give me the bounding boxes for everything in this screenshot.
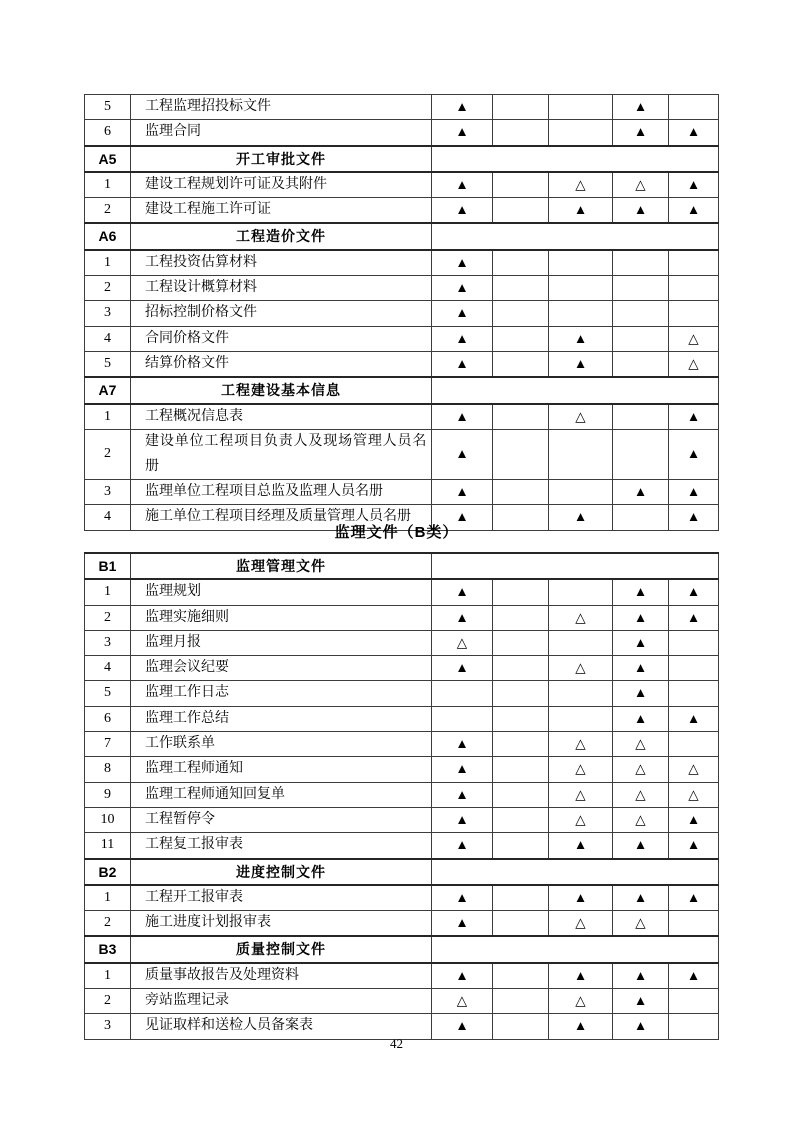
row-number: 1 [85,404,131,430]
row-number: 5 [85,351,131,377]
row-number: 2 [85,989,131,1014]
mark-cell [613,250,669,276]
row-number: 1 [85,579,131,605]
page-number: 42 [390,1036,403,1051]
merged-empty-cell [432,377,719,403]
section-row [85,553,719,579]
mark-cell: ▲ [432,172,493,198]
mark-cell: ▲ [549,351,613,377]
section-code: B2 [85,859,131,885]
row-label: 施工单位工程项目经理及质量管理人员名册 [131,505,432,530]
mark-cell: ▲ [432,757,493,782]
table-row [85,656,719,681]
mark-cell: ▲ [432,480,493,505]
mark-cell [669,989,719,1014]
mark-cell: ▲ [432,782,493,807]
row-number: 1 [85,172,131,198]
mark-cell: ▲ [613,198,669,224]
row-label: 工程暂停令 [131,807,432,832]
mark-cell: △ [549,172,613,198]
table-row [85,351,719,377]
mark-cell [549,480,613,505]
mark-cell [669,630,719,655]
section-title: 质量控制文件 [131,936,432,962]
table-row [85,120,719,146]
mark-cell: ▲ [613,656,669,681]
mark-cell [549,429,613,479]
row-number: 3 [85,630,131,655]
mark-cell: ▲ [669,885,719,911]
row-number: 6 [85,120,131,146]
row-label: 监理规划 [131,579,432,605]
row-number: 5 [85,95,131,120]
mark-cell [432,706,493,731]
mark-cell [493,326,549,351]
table-row [85,681,719,706]
mark-cell: ▲ [432,351,493,377]
table-row [85,276,719,301]
row-number: 2 [85,911,131,937]
mark-cell: ▲ [432,505,493,530]
row-label: 工程投资估算材料 [131,250,432,276]
table-row [85,301,719,326]
mark-cell [613,276,669,301]
row-label: 监理工作日志 [131,681,432,706]
section-title: 监理管理文件 [131,553,432,579]
mark-cell [669,301,719,326]
mark-cell: ▲ [432,807,493,832]
mark-cell: △ [613,757,669,782]
table-row [85,404,719,430]
mark-cell: ▲ [549,1014,613,1039]
mark-cell: ▲ [432,301,493,326]
row-label: 监理实施细则 [131,605,432,630]
table-row [85,885,719,911]
mark-cell [493,404,549,430]
row-number: 7 [85,732,131,757]
mark-cell: ▲ [613,706,669,731]
mark-cell: ▲ [669,198,719,224]
mark-cell: ▲ [432,429,493,479]
mark-cell [493,963,549,989]
mark-cell [432,681,493,706]
mark-cell: ▲ [669,480,719,505]
table-row [85,579,719,605]
mark-cell: ▲ [613,95,669,120]
section-row [85,859,719,885]
mark-cell: ▲ [669,505,719,530]
mark-cell [493,172,549,198]
mark-cell: ▲ [432,404,493,430]
table-row [85,429,719,479]
mark-cell [493,885,549,911]
mark-cell [669,681,719,706]
mark-cell: ▲ [613,605,669,630]
mark-cell [493,782,549,807]
row-label: 建设单位工程项目负责人及现场管理人员名册 [131,429,432,479]
section-row [85,936,719,962]
mark-cell: ▲ [432,885,493,911]
merged-empty-cell [432,146,719,172]
mark-cell [613,404,669,430]
mark-cell [549,120,613,146]
mark-cell: △ [669,757,719,782]
table-row [85,480,719,505]
mark-cell: ▲ [549,963,613,989]
mark-cell: △ [432,630,493,655]
mark-cell: ▲ [432,276,493,301]
mark-cell: △ [549,911,613,937]
mark-cell: △ [669,326,719,351]
mark-cell: ▲ [613,630,669,655]
mark-cell: ▲ [613,480,669,505]
mark-cell [669,732,719,757]
row-number: 3 [85,301,131,326]
mark-cell: ▲ [549,833,613,859]
row-label: 见证取样和送检人员备案表 [131,1014,432,1039]
mark-cell [493,429,549,479]
mark-cell: △ [613,807,669,832]
row-label: 工作联系单 [131,732,432,757]
mark-cell [493,757,549,782]
mark-cell [493,605,549,630]
mark-cell: ▲ [669,429,719,479]
table-row [85,198,719,224]
mark-cell: ▲ [613,1014,669,1039]
mark-cell [493,301,549,326]
row-number: 4 [85,656,131,681]
row-label: 工程概况信息表 [131,404,432,430]
mark-cell: ▲ [432,911,493,937]
mark-cell: △ [432,989,493,1014]
row-number: 4 [85,326,131,351]
section-code: B3 [85,936,131,962]
mark-cell: ▲ [669,807,719,832]
mark-cell [493,656,549,681]
mark-cell: ▲ [613,681,669,706]
mark-cell: △ [549,732,613,757]
mark-cell [669,656,719,681]
row-label: 建设工程规划许可证及其附件 [131,172,432,198]
section-code: A5 [85,146,131,172]
mark-cell: ▲ [432,963,493,989]
row-label: 结算价格文件 [131,351,432,377]
mark-cell: ▲ [613,885,669,911]
table-row [85,989,719,1014]
row-label: 监理月报 [131,630,432,655]
row-number: 4 [85,505,131,530]
table-a-documents [84,94,719,531]
row-number: 3 [85,1014,131,1039]
section-title: 进度控制文件 [131,859,432,885]
mark-cell [493,681,549,706]
row-label: 监理会议纪要 [131,656,432,681]
table-row [85,833,719,859]
mark-cell: ▲ [669,706,719,731]
mark-cell [493,989,549,1014]
table-row [85,963,719,989]
row-label: 工程监理招投标文件 [131,95,432,120]
mark-cell: △ [549,656,613,681]
row-label: 监理工作总结 [131,706,432,731]
section-row [85,377,719,403]
mark-cell: ▲ [432,120,493,146]
mark-cell: ▲ [549,326,613,351]
mark-cell [669,276,719,301]
row-number: 2 [85,198,131,224]
mark-cell: ▲ [549,885,613,911]
mark-cell [669,250,719,276]
table-row [85,732,719,757]
mark-cell [549,681,613,706]
section-title: 工程建设基本信息 [131,377,432,403]
mark-cell: △ [549,757,613,782]
mark-cell [493,95,549,120]
mark-cell: △ [669,782,719,807]
row-number: 1 [85,963,131,989]
mark-cell [669,911,719,937]
mark-cell: ▲ [669,605,719,630]
mark-cell: △ [549,605,613,630]
mark-cell [493,198,549,224]
mark-cell: ▲ [432,833,493,859]
mark-cell [549,95,613,120]
row-label: 监理工程师通知回复单 [131,782,432,807]
section-row [85,223,719,249]
mark-cell [493,732,549,757]
mark-cell: ▲ [432,605,493,630]
table-row [85,782,719,807]
table-row [85,807,719,832]
mark-cell: △ [613,911,669,937]
mark-cell: ▲ [549,198,613,224]
mark-cell: ▲ [669,963,719,989]
mark-cell: ▲ [432,326,493,351]
row-number: 1 [85,885,131,911]
section-row [85,146,719,172]
mark-cell: △ [669,351,719,377]
row-number: 9 [85,782,131,807]
row-label: 质量事故报告及处理资料 [131,963,432,989]
mark-cell: ▲ [613,833,669,859]
row-label: 招标控制价格文件 [131,301,432,326]
row-label: 监理合同 [131,120,432,146]
mark-cell [613,351,669,377]
mark-cell: ▲ [613,579,669,605]
mark-cell [613,429,669,479]
table-row [85,326,719,351]
mark-cell [549,630,613,655]
row-number: 10 [85,807,131,832]
row-label: 监理单位工程项目总监及监理人员名册 [131,480,432,505]
mark-cell [549,250,613,276]
mark-cell [493,579,549,605]
row-label: 合同价格文件 [131,326,432,351]
mark-cell [669,95,719,120]
row-number: 2 [85,276,131,301]
mark-cell [549,706,613,731]
mark-cell: ▲ [613,963,669,989]
mark-cell [493,480,549,505]
table-row [85,605,719,630]
mark-cell [613,301,669,326]
mark-cell: ▲ [669,833,719,859]
row-number: 3 [85,480,131,505]
mark-cell: ▲ [432,95,493,120]
mark-cell: ▲ [432,656,493,681]
mark-cell: ▲ [432,579,493,605]
section-code: A7 [85,377,131,403]
b-class-section-title: 监理文件（B类） [334,524,459,541]
merged-empty-cell [432,859,719,885]
row-label: 建设工程施工许可证 [131,198,432,224]
row-number: 6 [85,706,131,731]
table-row [85,172,719,198]
row-label: 监理工程师通知 [131,757,432,782]
row-label: 施工进度计划报审表 [131,911,432,937]
section-title: 开工审批文件 [131,146,432,172]
table-row [85,757,719,782]
mark-cell: ▲ [669,172,719,198]
mark-cell: ▲ [432,732,493,757]
merged-empty-cell [432,553,719,579]
mark-cell [493,706,549,731]
row-label: 工程设计概算材料 [131,276,432,301]
row-number: 11 [85,833,131,859]
mark-cell [493,120,549,146]
mark-cell [613,326,669,351]
mark-cell: △ [549,782,613,807]
mark-cell: △ [613,782,669,807]
row-number: 2 [85,605,131,630]
mark-cell: ▲ [669,404,719,430]
mark-cell [493,833,549,859]
mark-cell: ▲ [613,989,669,1014]
table-row [85,630,719,655]
row-number: 1 [85,250,131,276]
row-label: 工程开工报审表 [131,885,432,911]
mark-cell [493,351,549,377]
row-number: 2 [85,429,131,479]
section-code: B1 [85,553,131,579]
mark-cell [493,807,549,832]
mark-cell [493,630,549,655]
section-title: 工程造价文件 [131,223,432,249]
mark-cell: △ [549,807,613,832]
mark-cell: ▲ [669,120,719,146]
mark-cell [549,579,613,605]
merged-empty-cell [432,223,719,249]
mark-cell: ▲ [549,505,613,530]
mark-cell [549,276,613,301]
mark-cell: ▲ [432,1014,493,1039]
mark-cell [493,911,549,937]
mark-cell [493,250,549,276]
row-number: 8 [85,757,131,782]
row-label: 旁站监理记录 [131,989,432,1014]
row-label: 工程复工报审表 [131,833,432,859]
row-number: 5 [85,681,131,706]
mark-cell: △ [549,404,613,430]
mark-cell: △ [613,732,669,757]
mark-cell: ▲ [432,198,493,224]
mark-cell: △ [613,172,669,198]
mark-cell: ▲ [669,579,719,605]
mark-cell: ▲ [432,250,493,276]
merged-empty-cell [432,936,719,962]
table-row [85,911,719,937]
table-row [85,250,719,276]
mark-cell: ▲ [613,120,669,146]
mark-cell: △ [549,989,613,1014]
mark-cell [549,301,613,326]
table-b-documents [84,552,719,1040]
table-row [85,706,719,731]
section-code: A6 [85,223,131,249]
table-row [85,95,719,120]
mark-cell [493,276,549,301]
